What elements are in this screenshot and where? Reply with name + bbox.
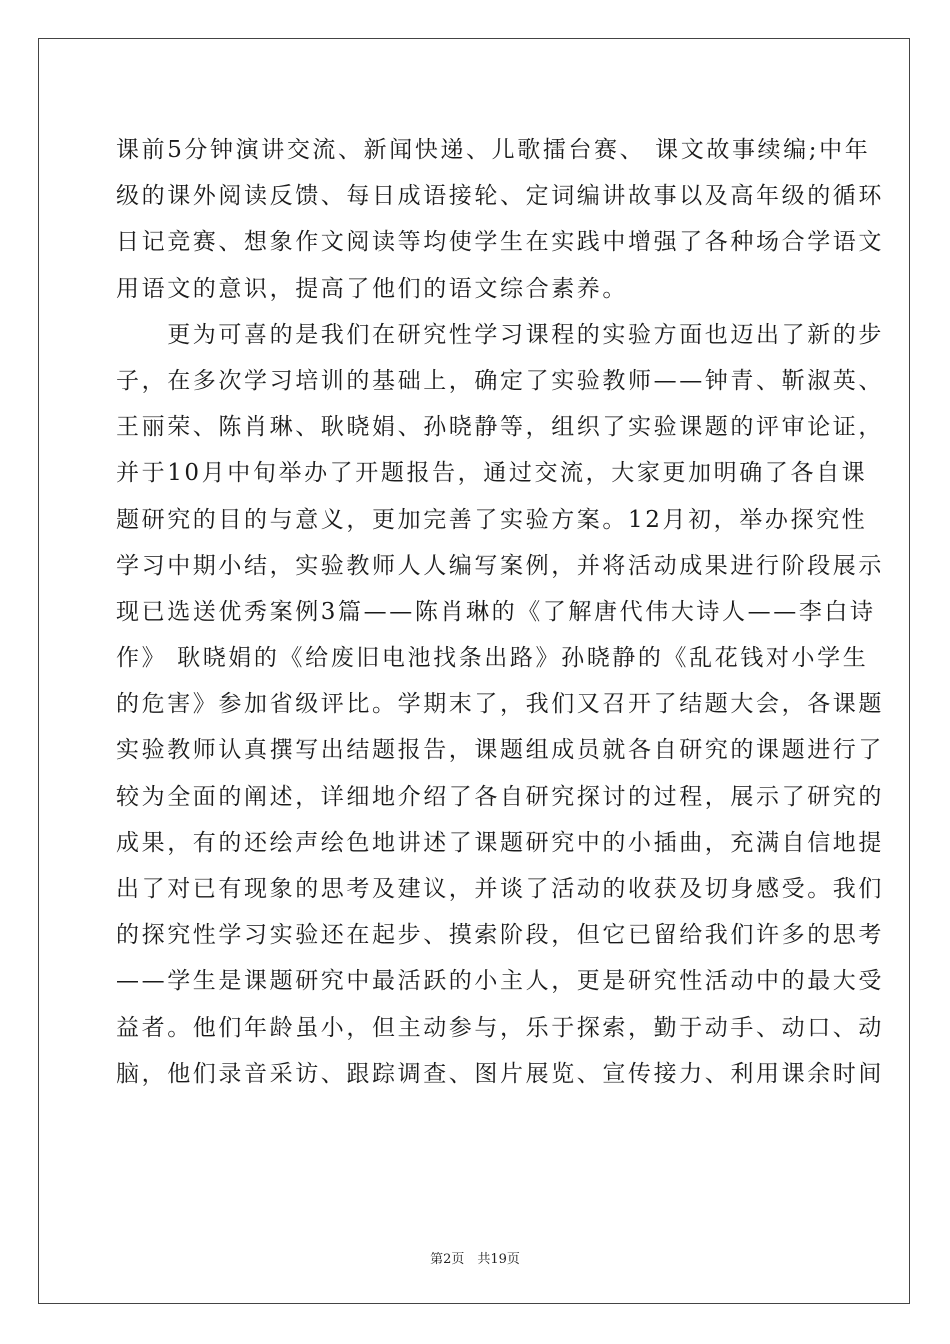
text-line: 并于10月中旬举办了开题报告，通过交流，大家更加明确了各自课 [116,460,868,487]
text-line: 出了对已有现象的思考及建议，并谈了活动的收获及切身感受。我们 [116,876,884,902]
text-line: ——学生是课题研究中最活跃的小主人，更是研究性活动中的最大受 [116,968,884,995]
text-line: 益者。他们年龄虽小，但主动参与，乐于探索，勤于动手、动口、动 [116,1014,884,1041]
text-line: 现已选送优秀案例3篇——陈肖琳的《了解唐代伟大诗人——李白诗 [116,598,876,625]
text-line: 级的课外阅读反馈、每日成语接轮、定词编讲故事以及高年级的循环 [116,183,884,210]
text-line: 的探究性学习实验还在起步、摸索阶段，但它已留给我们许多的思考 [116,922,884,949]
text-line: 实验教师认真撰写出结题报告，课题组成员就各自研究的课题进行了 [116,737,884,764]
document-body [116,127,884,1097]
page-number-footer: 第2页 共19页 [430,1252,520,1267]
text-line: 学习中期小结，实验教师人人编写案例，并将活动成果进行阶段展示 [116,552,884,579]
text-line: 日记竞赛、想象作文阅读等均使学生在实践中增强了各种场合学语文 [116,229,884,256]
text-line: 更为可喜的是我们在研究性学习课程的实验方面也迈出了新的步 [116,321,884,348]
text-line: 用语文的意识，提高了他们的语文综合素养。 [116,275,628,302]
text-line: 王丽荣、陈肖琳、耿晓娟、孙晓静等，组织了实验课题的评审论证， [116,414,884,441]
text-line: 较为全面的阐述，详细地介绍了各自研究探讨的过程，展示了研究的 [116,783,884,810]
text-line: 的危害》参加省级评比。学期末了，我们又召开了结题大会，各课题 [116,691,884,718]
text-line: 子，在多次学习培训的基础上，确定了实验教师——钟青、靳淑英、 [116,367,884,394]
text-line: 作》 耿晓娟的《给废旧电池找条出路》孙晓静的《乱花钱对小学生 [116,645,869,672]
text-line: 课前5分钟演讲交流、新闻快递、儿歌擂台赛、 课文故事续编;中年 [116,137,871,163]
text-line: 脑，他们录音采访、跟踪调查、图片展览、宣传接力、利用课余时间 [116,1060,884,1087]
text-line: 成果，有的还绘声绘色地讲述了课题研究中的小插曲，充满自信地提 [116,829,884,856]
text-line: 题研究的目的与意义，更加完善了实验方案。12月初，举办探究性 [116,506,868,533]
